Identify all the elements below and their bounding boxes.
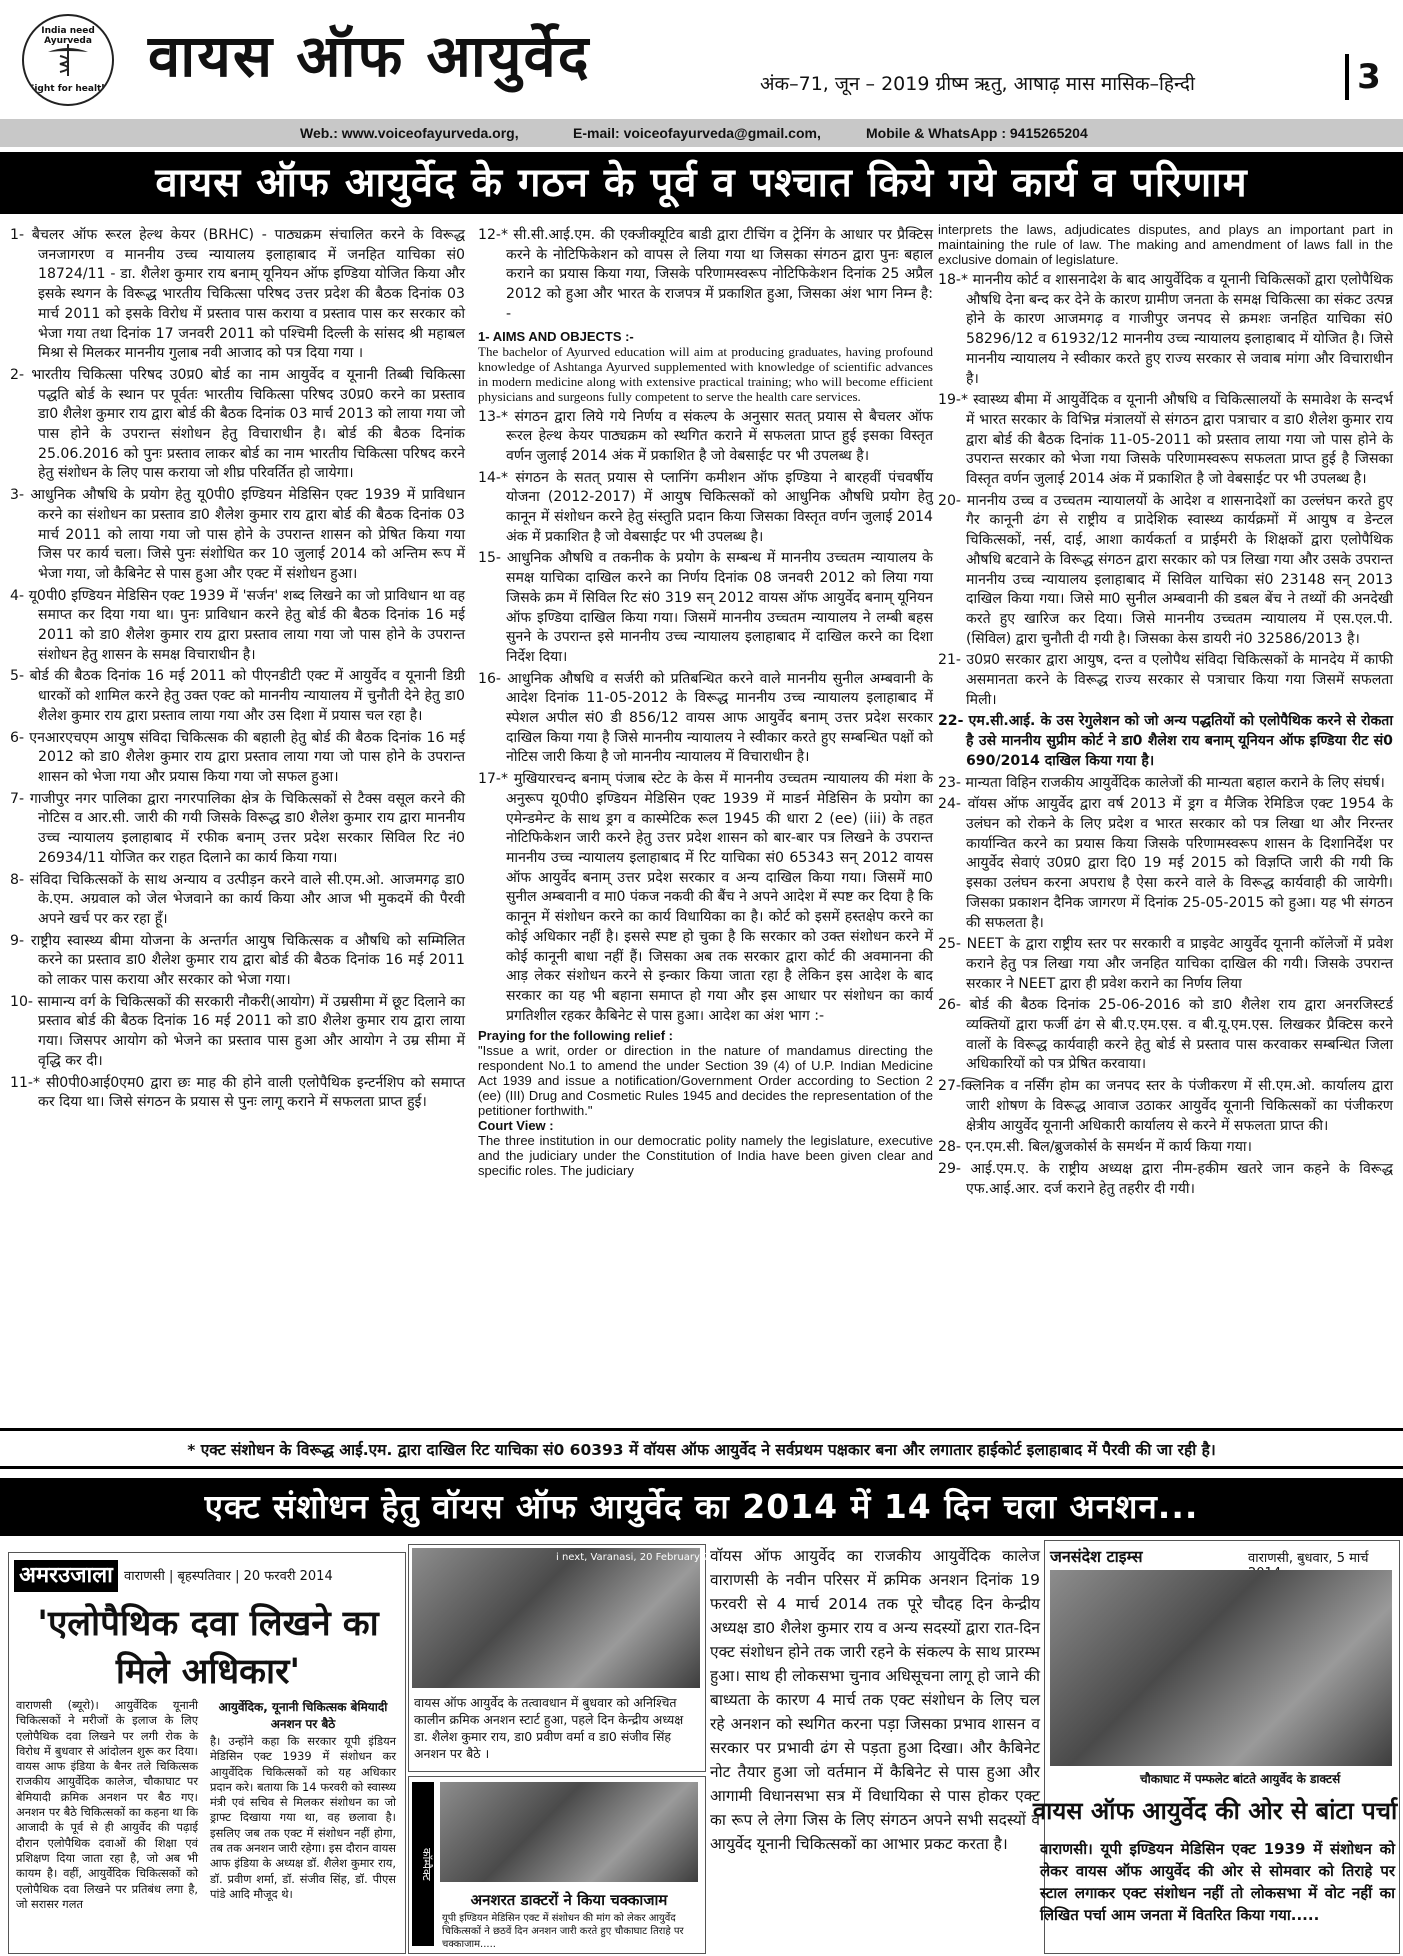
clipping-masthead: अमरउजाला	[14, 1560, 118, 1592]
masthead	[0, 0, 1403, 112]
mobile-number: Mobile & WhatsApp : 9415265204	[866, 125, 1088, 141]
photo-caption-2: चौकाघाट में पम्फलेट बांटते आयुर्वेद के डाक्टर्स	[1140, 1772, 1341, 1786]
page-number: 3	[1345, 54, 1389, 100]
list-item: 25- NEET के द्वारा राष्ट्रीय स्तर पर सरकारी व प्राइवेट आयुर्वेद यूनानी कॉलेजों में प्रवेश कराने हेतु पत्र लिखा गया और जनहित याचिका दाखिल की गयी। जिसके उपरान्त सरकार ने NEET द्वारा ही प्रवेश कराने का निर्णय लिया	[938, 936, 1393, 992]
list-item: 6- एनआरएचएम आयुष संविदा चिकित्सक की बहाली हेतु बोर्ड की बैठक दिनांक 16 मई 2012 को डा0 शैलेश कुमार राय द्वारा प्रस्ताव लाया गया जो पास होने के उपरान्त शासन को भेजा गया और प्रयास किया गया जो सफल हुआ।	[10, 729, 465, 785]
clipping-dateline: वाराणसी | बृहस्पतिवार | 20 फरवरी 2014	[124, 1569, 333, 1584]
clipping-headline: 'एलोपैथिक दवा लिखने का मिले अधिकार'	[37, 1604, 379, 1692]
list-item: 17-* मुखियारचन्द बनाम् पंजाब स्टेट के केस में माननीय उच्चतम न्यायालय की मंशा के अनुरूप यू0पी0 इण्डियन मेडिसिन एक्ट 1939 में माडर्न मेडिसिन के प्रयोग का एमेन्डमेन्ट के साथ ड्रग व कास्मेटिक रूल 1945 की धारा 2 (ee) (iii) के तहत नोटिफिकेशन जारी करने हेतु उत्तर प्रदेश शासन को बार-बार पत्र लिखने के उपरान्त माननीय उच्च न्यायालय इलाहाबाद में रिट याचिका सं0 65343 सन् 2012 वायस ऑफ आयुर्वेद बनाम् उत्तर प्रदेश सरकार व अन्य दाखिल किया गया। जिसमें मा0 सुनील अम्बवानी व मा0 पंकज नकवी की बैंच ने अपने आदेश में स्पष्ट कर दिया है कि कानून में संशोधन करने का कार्य विधायिका का है। कोर्ट को इसमें हस्तक्षेप करने का कोई अधिकार नहीं है। इससे स्पष्ट हो चुका है कि सरकार को उक्त संशोधन करने में कोई कानूनी बाधा नहीं हैं। जिसका अब तक सरकार द्वारा कोर्ट की अवमानना की आड़ लेकर संशोधन करने से इन्कार किया जाता रहा है लेकिन इस आदेश के बाद सरकार का यह भी बहाना समाप्त हो गया और इस आधार पर संशोधन का कार्य प्रगतिशील रहकर कैबिनेट से पास हुआ। आदेश का अंश भाग :-	[478, 771, 933, 1024]
list-item: 10- सामान्य वर्ग के चिकित्सकों की सरकारी नौकरी(आयोग) में उम्रसीमा में छूट दिलाने का प्रस्ताव बोर्ड की बैठक दिनांक 16 मई 2011 को डा0 शैलेश कुमार राय द्वारा लाया गया। जिसपर आयोग को भेजने का प्रस्ताव पास हुआ और आयोग ने उम्र सीमा में वृद्धि कर दी।	[10, 993, 465, 1069]
list-item: 16- आधुनिक औषधि व सर्जरी को प्रतिबन्धित करने वाले माननीय सुनील अम्बवानी के आदेश दिनांक 11-05-2012 के विरूद्ध माननीय उच्च न्यायालय इलाहाबाद में स्पेशल अपील सं0 डी 856/12 वायस आफ आयुर्वेद बनाम् उत्तर प्रदेश सरकार दाखिल किया गया है जिसे माननीय न्यायालय ने स्वीकार करते हुए सम्बन्धित पक्षों को नोटिस जारी किया है जो माननीय न्यायालय में विचाराधीन है।	[478, 670, 933, 766]
clipping-caption-2: यूपी इण्डियन मेडिसिन एक्ट में संशोधन की मांग को लेकर आयुर्वेद चिकित्सकों ने छठवें दिन अनशन जारी करते हुए चौकाघाट तिराहे पर चक्काजाम.....	[442, 1913, 684, 1950]
list-item: 23- मान्यता विहिन राजकीय आयुर्वेदिक कालेजों की मान्यता बहाल कराने के लिए संघर्ष।	[938, 774, 1385, 791]
column-1	[10, 226, 465, 1115]
list-item: 24- वॉयस ऑफ आयुर्वेद द्वारा वर्ष 2013 में ड्रग व मैजिक रेमिडिज एक्ट 1954 के उलंघन को रोकने के लिए प्रदेश व भारत सरकार को पत्र लिखा था और निरन्तर कार्यान्वित करने का प्रयास किया जिसके परिणामस्वरूप शासन के दिशानिर्देश पर आयुर्वेद सेवाएं उ0प्र0 द्वारा दि0 19 मई 2015 को विज्ञप्ति जारी की गयी कि इसका उलंघन करना अपराध है ऐसा करने वाले के विरूद्ध कार्यवाही की जायेगी। जिसका प्रकाशन दैनिक जागरण में दिनांक 25-05-2015 को हुआ। यह भी संगठन की सफलता है।	[938, 796, 1393, 931]
clipping-headline-2: अनशरत डाक्टरों ने किया चक्काजाम	[470, 1891, 668, 1909]
logo-top-text: India need Ayurveda	[41, 26, 95, 46]
list-item: 5- बोर्ड की बैठक दिनांक 16 मई 2011 को पीएनडीटी एक्ट में आयुर्वेद व यूनानी डिग्री धारकों को शामिल करने हेतु उक्त एक्ट को माननीय न्यायालय में चुनौती देने हेतु डा0 शैलेश कुमार राय द्वारा प्रस्ताव लाया गया और उस दिशा में प्रयास चल रहा है।	[10, 668, 465, 724]
column-3	[938, 222, 1393, 1201]
paper-title: वायस ऑफ आयुर्वेद	[148, 22, 591, 90]
list-item: 21- उ0प्र0 सरकार द्वारा आयुष, दन्त व एलोपैथ संविदा चिकित्सकों के मानदेय में काफी असमानता करने के विरूद्ध राज्य सरकार से पत्राचार किया गया जिसमें सफलता मिली।	[938, 652, 1393, 708]
list-item: 7- गाजीपुर नगर पालिका द्वारा नगरपालिका क्षेत्र के चिकित्सकों से टैक्स वसूल करने की नोटिस व आर.सी. जारी की गयी जिसके विरूद्ध डा0 शैलेश कुमार राय द्वारा माननीय उच्च न्यायालय इलाहाबाद में रफीक बनाम् उत्तर प्रदेश सरकार सिविल रिट नं0 26934/11 योजित कर राहत दिलाने का कार्य किया गया।	[10, 790, 465, 866]
main-headline: वायस ऑफ आयुर्वेद के गठन के पूर्व व पश्चात किये गये कार्य व परिणाम	[0, 152, 1403, 214]
aims-text: The bachelor of Ayurved education will aim at producing graduates, having profound knowledge of Ashtanga Ayurved supplemented with knowledge of scientific advances in modern medicine along with extensive practical training; who will become efficient physicians and surgeons fully competent to serve the health care services.	[478, 343, 933, 404]
list-item: 3- आधुनिक औषधि के प्रयोग हेतु यू0पी0 इण्डियन मेडिसिन एक्ट 1939 में प्राविधान करने का संशोधन का प्रस्ताव डा0 शैलेश कुमार राय द्वारा बोर्ड की बैठक दिनांक 03 मार्च 2011 को लाया गया जो पास होने के उपरान्त शासन को प्रेषित किया गया जिस पर कार्य चला। जिसे पुनः संशोधित कर 10 जुलाई 2014 को अन्तिम रूप में भेजा गया, जो कैबिनेट से पास हुआ और एक्ट में संशोधन हुआ।	[10, 487, 465, 582]
protest-photo	[412, 1548, 700, 1688]
list-item: 2- भारतीय चिकित्सा परिषद उ0प्र0 बोर्ड का नाम आयुर्वेद व यूनानी तिब्बी चिकित्सा पद्धति बोर्ड के स्थान पर पूर्वतः भारतीय चिकित्सा परिषद उ0प्र0 करने का प्रस्ताव डा0 शैलेश कुमार राय द्वारा बोर्ड की बैठक दिनांक 03 मार्च 2013 को लाया गया जो पास होने के उपरान्त संशोधन हेतु विचाराधीन है। बोर्ड की बैठक दिनांक 25.06.2016 को पुनः प्रस्ताव लाकर बोर्ड का नाम भारतीय चिकित्सा परिषद करने हेतु संशोधन के लिए पास कराया जो शीघ्र परिवर्तित हो जायेगा।	[10, 366, 465, 482]
pamphlet-photo	[1050, 1570, 1392, 1766]
list-item: 4- यू0पी0 इण्डियन मेडिसिन एक्ट 1939 में 'सर्जन' शब्द लिखने का जो प्राविधान था वह समाप्त कर दिया गया था। पुनः प्राविधान करने हेतु बोर्ड की बैठक दिनांक 16 मई 2011 को डा0 शैलेश कुमार राय द्वारा प्रस्ताव लाया गया जो पास होने के उपरान्त संशोधन हेतु शासन के समक्ष विचाराधीन है।	[10, 587, 465, 663]
court-view-text: The three institution in our democratic polity namely the legislature, executive and the judiciary under the Constitution of India have been given clear and specific roles. The judiciary	[478, 1133, 933, 1179]
clipping-body-3: वाराणसी। यूपी इण्डियन मेडिसिन एक्ट 1939 में संशोधन को लेकर वायस ऑफ आयुर्वेद की ओर से सोमवार को तिराहे पर स्टाल लगाकर एक्ट संशोधन नहीं तो लोकसभा में वोट नहीं का लिखित पर्चा आम जनता में वितरित किया गया.....	[1040, 1840, 1395, 1924]
list-item: 15- आधुनिक औषधि व तकनीक के प्रयोग के सम्बन्ध में माननीय उच्चतम न्यायालय के समक्ष याचिका दाखिल करने का निर्णय दिनांक 08 जनवरी 2012 को लिया गया जिसके क्रम में सिविल रिट सं0 319 सन् 2012 वायस ऑफ आयुर्वेद बनाम् यूनियन ऑफ इण्डिया दाखिल किया गया। जिसमें माननीय उच्चतम न्यायालय ने लम्बी बहस सुनने के उपरान्त इसे माननीय उच्च न्यायालय इलाहाबाद में दाखिल करने का दिशा निर्देश दिया।	[478, 550, 933, 665]
list-item: 29- आई.एम.ए. के राष्ट्रीय अध्यक्ष द्वारा नीम-हकीम खतरे जान कहने के विरूद्ध एफ.आई.आर. दर्ज कराने हेतु तहरीर दी गयी।	[938, 1160, 1393, 1197]
list-item-highlight: 22- एम.सी.आई. के उस रेगुलेशन को जो अन्य पद्धतियों को एलोपैथिक करने से रोकता है उसे माननीय सुप्रीम कोर्ट ने डा0 शैलेश राय बनाम् यूनियन ऑफ इण्डिया रीट सं0 690/2014 दाखिल किया गया है।	[938, 713, 1393, 769]
list-item: 28- एन.एम.सी. बिल/ब्रुजकोर्स के समर्थन में कार्य किया गया।	[938, 1139, 1252, 1156]
relief-title: Praying for the following relief :	[478, 1028, 674, 1044]
blockade-photo	[440, 1782, 698, 1882]
list-item: 18-* माननीय कोर्ट व शासनादेश के बाद आयुर्वेदिक व यूनानी चिकित्सकों द्वारा एलोपैथिक औषधि देना बन्द कर देने के कारण ग्रामीण जनता के समक्ष चिकित्सा का संकट उत्पन्न होने के कारण आजमगढ़ व गाजीपुर जनपद से क्रमशः जनहित याचिका सं0 58296/12 व 61932/12 माननीय उच्च न्यायालय इलाहाबाद में योजित है। जिसे माननीय न्यायालय ने स्वीकार करते हुए राज्य सरकार से जवाब मांगा और विचाराधीन है।	[938, 272, 1393, 387]
list-item: 20- माननीय उच्च व उच्चतम न्यायालयों के आदेश व शासनादेशों का उल्लंघन करते हुए गैर कानूनी ढंग से राष्ट्रीय व प्रादेशिक स्वास्थ्य कार्यक्रमों में आयुष व डेन्टल चिकित्सकों, नर्स, दाई, आशा कार्यकर्ता व प्राईमरी के शिक्षकों द्वारा एलोपैथिक औषधि बटवाने के विरूद्ध संगठन द्वारा सरकार को पत्र लिखा गया और उसके उपरान्त माननीय उच्च न्यायालय इलाहाबाद में सिविल याचिका सं0 23148 सन् 2013 दाखिल किया गया। जिसे मा0 सुनील अम्बवानी की डबल बेंच ने तथ्यों की अनदेखी करते हुए खारिज कर दिया। जिसे माननीय उच्चतम न्यायालय में एस.एल.पी. (सिविल) द्वारा चुनौती दी गयी है। जिसका केस डायरी नं0 32586/2013 है।	[938, 492, 1393, 647]
clipping-headline-3: वायस ऑफ आयुर्वेद की ओर से बांटा पर्चा	[1032, 1797, 1398, 1825]
divider	[0, 1428, 1403, 1431]
divider	[0, 1466, 1403, 1469]
contact-bar	[0, 119, 1403, 147]
section-headline: एक्ट संशोधन हेतु वॉयस ऑफ आयुर्वेद का 2014 में 14 दिन चला अनशन...	[0, 1478, 1403, 1536]
logo	[22, 14, 114, 106]
list-item: 26- बोर्ड की बैठक दिनांक 25-06-2016 को डा0 शैलेश राय द्वारा अनरजिस्टर्ड व्यक्तियों द्वारा फर्जी ढंग से बी.ए.एम.एस. व बी.यू.एम.एस. लिखकर प्रैक्टिस करने वालों के विरूद्ध कार्यवाही करने हेतु बोर्ड से प्रस्ताव पास करवाकर सम्बन्धित जिला अधिकारियों को पत्र प्रेषित करवाया।	[938, 997, 1393, 1073]
list-item: 27-क्लिनिक व नर्सिंग होम का जनपद स्तर के पंजीकरण में सी.एम.ओ. कार्यालय द्वारा जारी शोषण के विरूद्ध आवाज उठाकर आयुर्वेद यूनानी चिकित्सकों का पंजीकरण क्षेत्रीय आयुर्वेद यूनानी अधिकारी कार्यालय से करने में सफलता प्राप्त की।	[938, 1078, 1393, 1134]
list-item: 9- राष्ट्रीय स्वास्थ्य बीमा योजना के अन्तर्गत आयुष चिकित्सक व औषधि को सम्मिलित करने का प्रस्ताव डा0 शैलेश कुमार राय द्वारा बोर्ड की बैठक दिनांक 16 मई 2011 को लाकर पास कराया और सरकार को भेजा गया।	[10, 932, 465, 989]
email-link[interactable]: E-mail: voiceofayurveda@gmail.com,	[573, 125, 821, 141]
clipping-masthead-2: जनसंदेश टाइम्स	[1050, 1547, 1143, 1566]
column-2	[478, 226, 933, 1178]
list-item: 8- संविदा चिकित्सकों के साथ अन्याय व उत्पीड़न करने वाले सी.एम.ओ. आजमगढ़ डा0 के.एम. अग्रवाल को जेल भेजवाने का कार्य किया और आज भी मुकदमें की पैरवी अपने खर्च पर कर रहा हूँ।	[10, 871, 465, 927]
list-item: 12-* सी.सी.आई.एम. की एक्जीक्यूटिव बाडी द्वारा टीचिंग व ट्रेनिंग के आधार पर प्रैक्टिस करने के नोटिफिकेशन को वापस ले लिया गया था जिसका संगठन द्वारा पुनः बहाल कराने का प्रयास किया गया, जिसके परिणामस्वरूप नोटिफिकेशन दिनांक 25 अप्रैल 2012 को हुआ और भारत के राजपत्र में प्रकाशित हुआ, जिसका अंश भाग निम्न है: -	[478, 227, 933, 322]
relief-text: "Issue a writ, order or direction in the nature of mandamus directing the respondent No.1 to amend the under Section 39 (4) of U.P. Indian Medicine Act 1939 and issue a notification/Government Order according to Section 2 (ee) (III) Drug and Cosmetic Rules 1945 and decides the representation of the petitioner forthwith."	[478, 1043, 933, 1119]
list-item: 1- बैचलर ऑफ रूरल हेल्थ केयर (BRHC) - पाठ्यक्रम संचालित करने के विरूद्ध जनजागरण व माननीय उच्च न्यायालय इलाहाबाद में जनहित याचिका सं0 18724/11 - डा. शैलेश कुमार राय बनाम् यूनियन ऑफ इण्डिया योजित किया और इसके स्थगन के विरूद्ध भारतीय चिकित्सा परिषद उत्तर प्रदेश की बैठक दिनांक 03 मार्च 2011 को इसके विरोध में प्रस्ताव पास कराया व प्रस्ताव पास कर सरकार को भेजा गया तथा दिनांक 17 जनवरी 2011 को पश्चिमी दिल्ली के सांसद श्री महाबल मिश्रा से मिलकर माननीय गुलाब नवी आजाद को पत्र दिया गया ।	[10, 227, 465, 362]
caduceus-icon	[43, 42, 93, 78]
website-link[interactable]: Web.: www.voiceofayurveda.org,	[300, 125, 519, 141]
footnote: * एक्ट संशोधन के विरूद्ध आई.एम. द्वारा दाखिल रिट याचिका सं0 60393 में वॉयस ऑफ आयुर्वेद ने सर्वप्रथम पक्षकार बना और लगातार हाईकोर्ट इलाहाबाद में पैरवी की जा रही है।	[187, 1441, 1216, 1459]
list-item: 13-* संगठन द्वारा लिये गये निर्णय व संकल्प के अनुसार सतत् प्रयास से बैचलर ऑफ रूरल हेल्थ केयर पाठ्यक्रम को स्थगित कराने में सफलता प्राप्त हुई इसका विस्तृत वर्णन जुलाई 2014 अंक में प्रकाशित है जो वेबसाईट पर भी उपलब्ध है।	[478, 408, 933, 464]
clipping-dateline-2: वाराणसी, बुधवार, 5 मार्च	[1248, 1551, 1369, 1566]
photo-caption: वायस ऑफ आयुर्वेद के तत्वावधान में बुधवार को अनिश्चित कालीन क्रमिक अनशन स्टार्ट हुआ, पहले दिन केन्द्रीय अध्यक्ष डा. शैलेश कुमार राय, डा0 प्रवीण वर्मा व डा0 संजीव सिंह अनशन पर बैठे ।	[414, 1695, 684, 1761]
clipping-side-label: कॉम्पैक्ट	[412, 1782, 434, 1946]
logo-bottom-text: Fight for health	[28, 84, 108, 94]
court-view-continued: interprets the laws, adjudicates disputes, and plays an important part in maintaining the rule of law. The making and amendment of laws fall in the exclusive domain of legislature.	[938, 222, 1393, 267]
aims-title: 1- AIMS AND OBJECTS :-	[478, 328, 634, 344]
issue-line: अंक–71, जून – 2019 ग्रीष्म ऋतु, आषाढ़ मास मासिक–हिन्दी	[760, 73, 1195, 95]
clipping-body-left: वाराणसी (ब्यूरो)। आयुर्वेदिक यूनानी चिकित्सकों ने मरीजों के इलाज के लिए एलोपैथिक दवा लिखने पर लगी रोक के विरोध में बुधवार से आंदोलन शुरू कर दिया। वायस आफ इंडिया के बैनर तले चिकित्सक राजकीय आयुर्वेदिक कालेज, चौकाघाट पर बेमियादी क्रमिक अनशन पर बैठ गए। अनशन पर बैठे चिकित्सकों का कहना था कि आजादी के पूर्व से ही आयुर्वेद की पढ़ाई दौरान एलोपैथिक दवाओं की शिक्षा एवं प्रशिक्षण दिया जाता रहा है, जो अब भी कायम है। वहीं, आयुर्वेदिक चिकित्सकों को एलोपैथिक दवा लिखने पर प्रतिबंध लगा है, जो सरासर गलत	[16, 1698, 198, 1911]
list-item: 11-* सी0पी0आई0एम0 द्वारा छः माह की होने वाली एलोपैथिक इन्टर्नशिप को समाप्त कर दिया था। जिसे संगठन के प्रयास से पुनः लागू कराने में सफलता प्राप्त हुई।	[10, 1074, 465, 1111]
list-item: 14-* संगठन के सतत् प्रयास से प्लानिंग कमीशन ऑफ इण्डिया ने बारहवीं पंचवर्षीय योजना (2012-2017) में आयुष चिकित्सकों को आधुनिक औषधि प्रयोग हेतु कानून में संशोधन करने हेतु संस्तुति प्रदान किया जिसका विस्तृत वर्णन जुलाई 2014 अंक में प्रकाशित है जो वेबसाईट पर भी उपलब्ध है।	[478, 469, 933, 545]
photo-stamp: i next, Varanasi, 20 February 2014	[556, 1552, 729, 1563]
clipping-body-right: है। उन्होंने कहा कि सरकार यूपी इंडियन मेडिसिन एक्ट 1939 में संशोधन कर आयुर्वेदिक चिकित्सकों को यह अधिकार प्रदान करे। बताया कि 14 फरवरी को स्वास्थ्य मंत्री एवं सचिव से मिलकर संशोधन का जो ड्राफ्ट दिखाया गया था, वह छलावा है। इसलिए जब तक एक्ट में संशोधन नहीं होगा, तब तक अनशन जारी रहेगा। इस दौरान वायस आफ इंडिया के अध्यक्ष डॉ. शैलेश कुमार राय, डॉ. प्रवीण शर्मा, डॉ. संजीव सिंह, डॉ. पीएस पांडे आदि मौजूद थे।	[210, 1734, 396, 1901]
clipping-subhead: आयुर्वेदिक, यूनानी चिकित्सक बेमियादी अनशन पर बैठे	[218, 1700, 388, 1731]
list-item: 19-* स्वास्थ्य बीमा में आयुर्वेदिक व यूनानी औषधि व चिकित्सालयों के समावेश के सन्दर्भ में भारत सरकार के विभिन्न मंत्रालयों से संगठन द्वारा पत्राचार व डा0 शैलेश कुमार राय द्वारा बोर्ड की बैठक दिनांक 11-05-2011 को प्रस्ताव लाया गया जो पास होने के उपरान्त सरकार को भेजा गया जिसके परिणामस्वरूप सफलता प्राप्त हुई है जिसका विस्तृत वर्णन जुलाई 2014 अंक में प्रकाशित है जो वेबसाईट पर भी उपलब्ध है।	[938, 392, 1393, 488]
narrative-text: वॉयस ऑफ आयुर्वेद का राजकीय आयुर्वेदिक कालेज वाराणसी के नवीन परिसर में क्रमिक अनशन दिनांक 19 फरवरी से 4 मार्च 2014 तक पूरे चौदह दिन केन्द्रीय अध्यक्ष डा0 शैलेश कुमार राय व अन्य सदस्यों द्वारा रात-दिन एक्ट संशोधन होने तक जारी रहने के संकल्प के साथ प्रारम्भ हुआ। साथ ही लोकसभा चुनाव अधिसूचना लागू हो जाने की बाध्यता के कारण 4 मार्च तक एक्ट संशोधन के लिए चल रहे अनशन को स्थगित करना पड़ा जिसका प्रभाव शासन व सरकार पर प्रभावी ढंग से पड़ता हुआ दिखा। और कैबिनेट नोट तैयार हुआ जो वर्तमान में कैबिनेट से पास हुआ और आगामी विधानसभा सत्र में विधायिका से पास होकर एक्ट का रूप ले लेगा जिस के लिए संगठन अपने सभी सदस्यों व आयुर्वेद यूनानी चिकित्सकों का आभार प्रकट करता है।	[710, 1547, 1040, 1853]
court-view-title: Court View :	[478, 1118, 554, 1134]
